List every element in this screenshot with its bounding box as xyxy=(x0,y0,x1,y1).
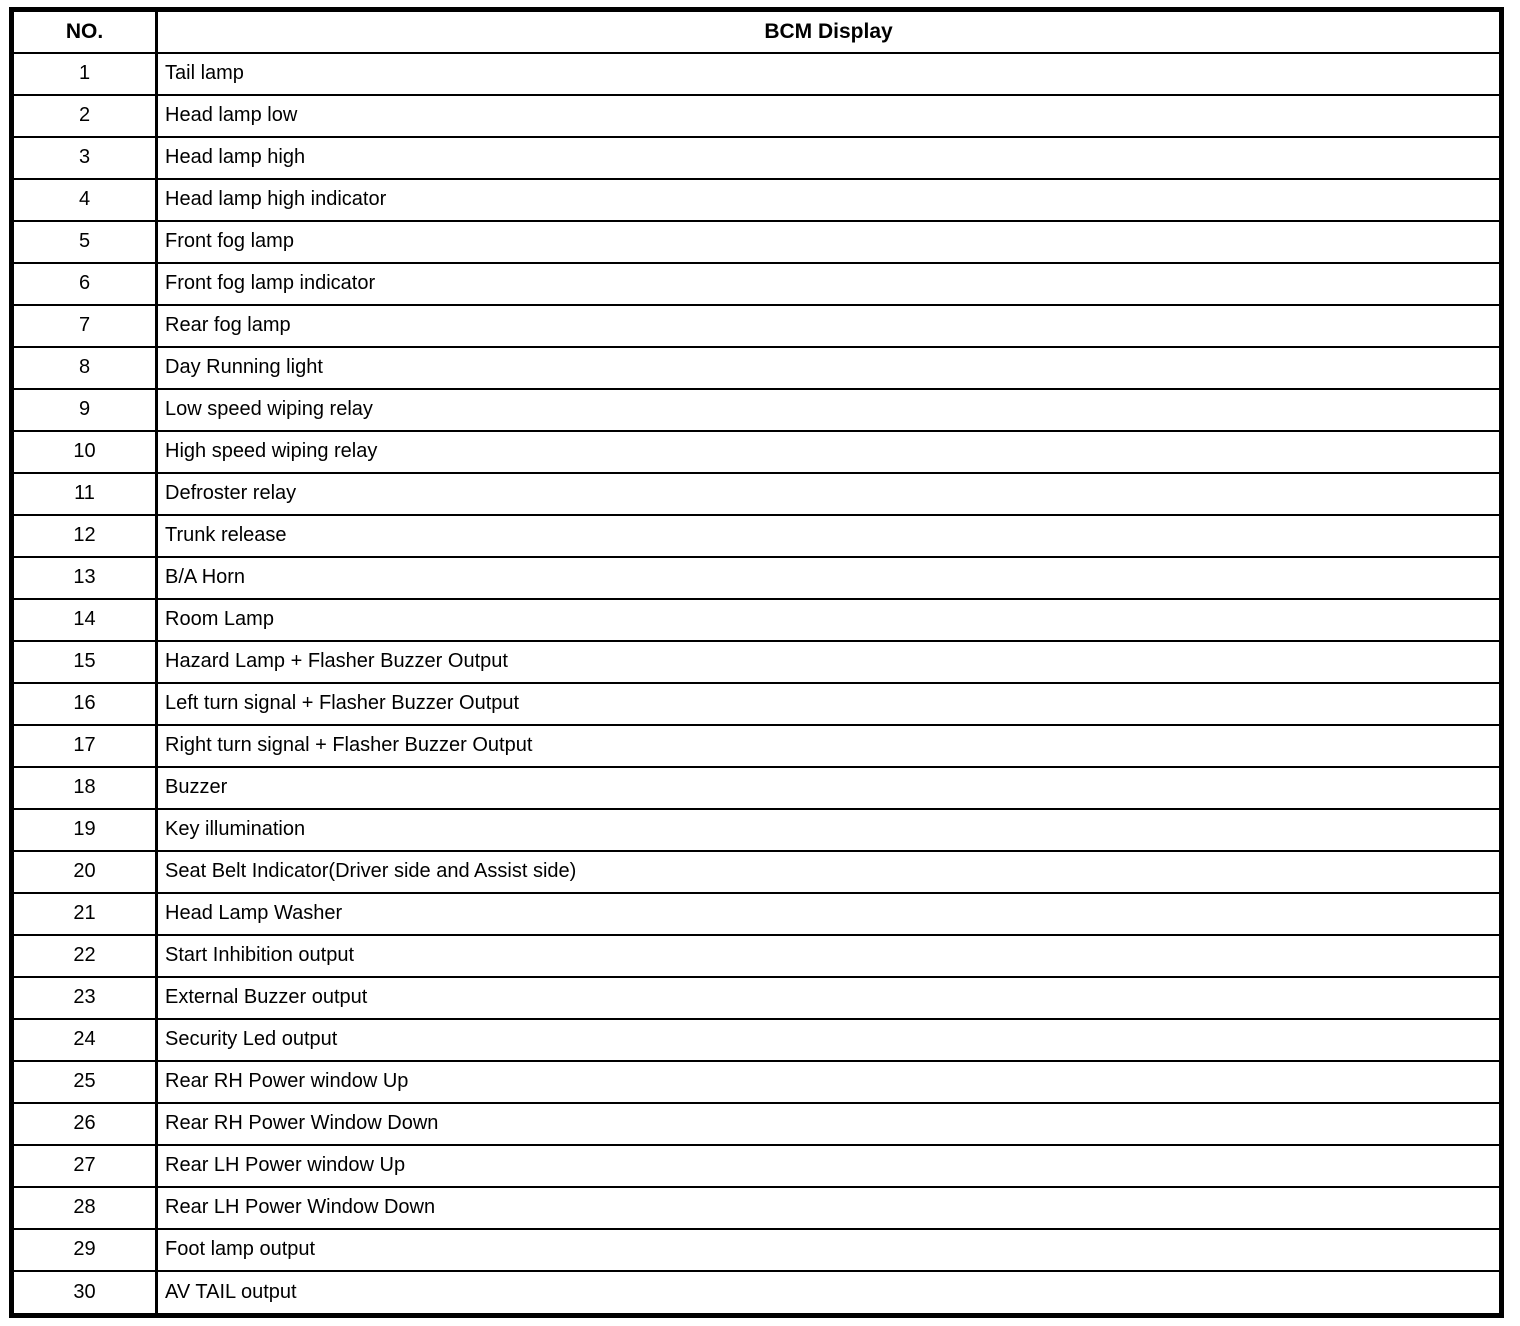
row-number: 26 xyxy=(12,1103,157,1145)
table-row xyxy=(12,893,1502,935)
row-number: 23 xyxy=(12,977,157,1019)
row-number: 3 xyxy=(12,137,157,179)
bcm-display-label: Key illumination xyxy=(157,809,1502,851)
bcm-display-label: High speed wiping relay xyxy=(157,431,1502,473)
bcm-display-label: Rear fog lamp xyxy=(157,305,1502,347)
table-row xyxy=(12,935,1502,977)
bcm-display-label: Rear LH Power Window Down xyxy=(157,1187,1502,1229)
row-number: 13 xyxy=(12,557,157,599)
column-header-no: NO. xyxy=(12,10,157,54)
bcm-display-label: Head lamp low xyxy=(157,95,1502,137)
bcm-display-label: Defroster relay xyxy=(157,473,1502,515)
table-row xyxy=(12,725,1502,767)
row-number: 29 xyxy=(12,1229,157,1271)
table-row xyxy=(12,767,1502,809)
row-number: 25 xyxy=(12,1061,157,1103)
table-row xyxy=(12,683,1502,725)
table-row xyxy=(12,1145,1502,1187)
row-number: 27 xyxy=(12,1145,157,1187)
row-number: 24 xyxy=(12,1019,157,1061)
row-number: 8 xyxy=(12,347,157,389)
bcm-display-label: Front fog lamp indicator xyxy=(157,263,1502,305)
row-number: 7 xyxy=(12,305,157,347)
bcm-display-label: Security Led output xyxy=(157,1019,1502,1061)
table-row xyxy=(12,137,1502,179)
table-row xyxy=(12,1019,1502,1061)
bcm-display-label: External Buzzer output xyxy=(157,977,1502,1019)
bcm-display-label: B/A Horn xyxy=(157,557,1502,599)
row-number: 14 xyxy=(12,599,157,641)
table-row xyxy=(12,1271,1502,1316)
table-row xyxy=(12,431,1502,473)
row-number: 22 xyxy=(12,935,157,977)
table-row xyxy=(12,347,1502,389)
column-header-bcm-display: BCM Display xyxy=(157,10,1502,54)
bcm-display-table xyxy=(9,7,1504,1318)
bcm-display-label: Buzzer xyxy=(157,767,1502,809)
bcm-display-label: Seat Belt Indicator(Driver side and Assist side) xyxy=(157,851,1502,893)
table-row xyxy=(12,221,1502,263)
row-number: 19 xyxy=(12,809,157,851)
table-row xyxy=(12,1103,1502,1145)
bcm-display-label: Trunk release xyxy=(157,515,1502,557)
table-row xyxy=(12,809,1502,851)
row-number: 30 xyxy=(12,1271,157,1316)
row-number: 5 xyxy=(12,221,157,263)
bcm-display-label: Left turn signal + Flasher Buzzer Output xyxy=(157,683,1502,725)
row-number: 21 xyxy=(12,893,157,935)
row-number: 16 xyxy=(12,683,157,725)
row-number: 1 xyxy=(12,53,157,95)
table-row xyxy=(12,473,1502,515)
table-row xyxy=(12,977,1502,1019)
row-number: 12 xyxy=(12,515,157,557)
row-number: 6 xyxy=(12,263,157,305)
table-row xyxy=(12,851,1502,893)
bcm-display-label: AV TAIL output xyxy=(157,1271,1502,1316)
row-number: 28 xyxy=(12,1187,157,1229)
row-number: 9 xyxy=(12,389,157,431)
bcm-display-label: Room Lamp xyxy=(157,599,1502,641)
table-row xyxy=(12,599,1502,641)
bcm-display-label: Start Inhibition output xyxy=(157,935,1502,977)
table-row xyxy=(12,1229,1502,1271)
bcm-display-label: Low speed wiping relay xyxy=(157,389,1502,431)
row-number: 18 xyxy=(12,767,157,809)
table-row xyxy=(12,1061,1502,1103)
header-row xyxy=(12,10,1502,54)
table-row xyxy=(12,95,1502,137)
table-row xyxy=(12,641,1502,683)
row-number: 11 xyxy=(12,473,157,515)
table-row xyxy=(12,305,1502,347)
row-number: 10 xyxy=(12,431,157,473)
bcm-display-label: Head Lamp Washer xyxy=(157,893,1502,935)
row-number: 4 xyxy=(12,179,157,221)
row-number: 20 xyxy=(12,851,157,893)
row-number: 15 xyxy=(12,641,157,683)
table-row xyxy=(12,179,1502,221)
bcm-display-label: Rear RH Power window Up xyxy=(157,1061,1502,1103)
bcm-display-label: Head lamp high indicator xyxy=(157,179,1502,221)
bcm-display-label: Hazard Lamp + Flasher Buzzer Output xyxy=(157,641,1502,683)
table-row xyxy=(12,53,1502,95)
row-number: 17 xyxy=(12,725,157,767)
bcm-display-label: Front fog lamp xyxy=(157,221,1502,263)
row-number: 2 xyxy=(12,95,157,137)
table-row xyxy=(12,1187,1502,1229)
bcm-display-label: Rear LH Power window Up xyxy=(157,1145,1502,1187)
bcm-display-label: Rear RH Power Window Down xyxy=(157,1103,1502,1145)
table-row xyxy=(12,515,1502,557)
bcm-display-label: Right turn signal + Flasher Buzzer Output xyxy=(157,725,1502,767)
bcm-display-label: Head lamp high xyxy=(157,137,1502,179)
bcm-display-label: Foot lamp output xyxy=(157,1229,1502,1271)
bcm-display-label: Tail lamp xyxy=(157,53,1502,95)
bcm-display-label: Day Running light xyxy=(157,347,1502,389)
table-row xyxy=(12,389,1502,431)
table-body xyxy=(12,53,1502,1316)
table-row xyxy=(12,263,1502,305)
table-row xyxy=(12,557,1502,599)
